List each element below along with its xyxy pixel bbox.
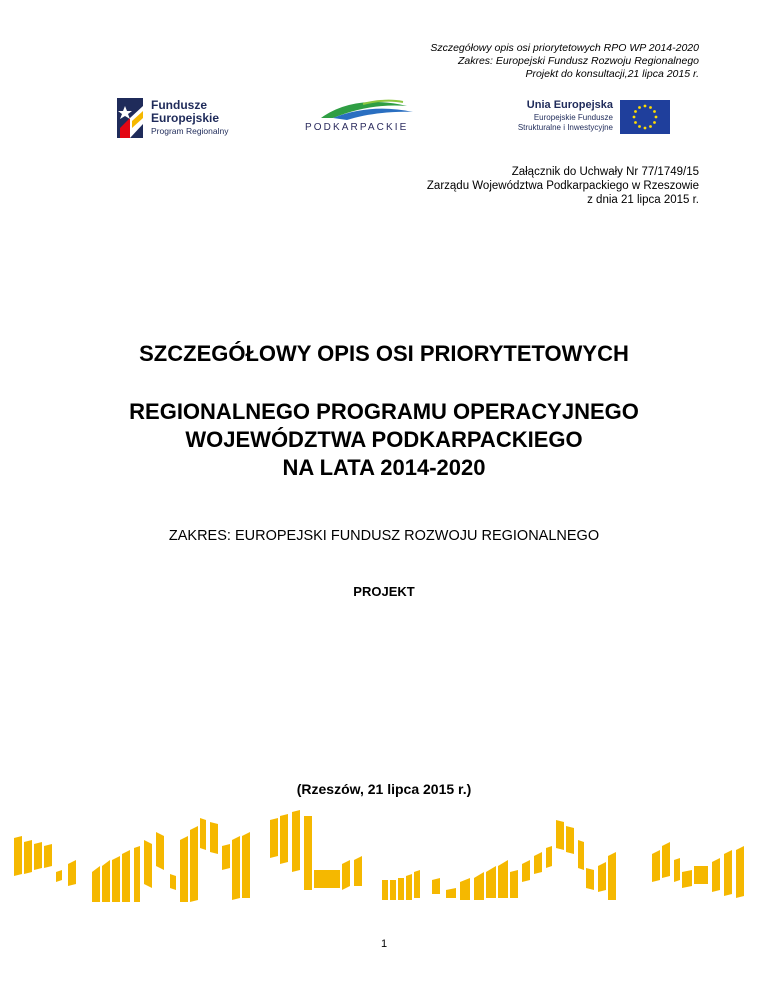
- ue-logo-subtitle: [518, 113, 613, 133]
- place-date: (Rzeszów, 21 lipca 2015 r.): [296, 781, 472, 797]
- podkarpackie-hills-icon: [303, 96, 423, 124]
- attachment-line-3: z dnia 21 lipca 2015 r.: [587, 194, 699, 206]
- ue-logo-line-1: Unia Europejska: [526, 99, 613, 111]
- fundusze-europejskie-logo: [117, 98, 267, 142]
- fundusze-europejskie-icon: [117, 98, 147, 138]
- title-line-3: WOJEWÓDZTWA PODKARPACKIEGO: [185, 427, 583, 452]
- skyline-decoration: [0, 810, 768, 905]
- header-note-line-3: Projekt do konsultacji,21 lipca 2015 r.: [525, 68, 699, 80]
- header-note-line-2: Zakres: Europejski Fundusz Rozwoju Regionalnego: [457, 55, 699, 67]
- title-line-4: NA LATA 2014-2020: [282, 455, 486, 480]
- podkarpackie-logo-text: PODKARPACKIE: [305, 122, 409, 133]
- document-subtitle: [0, 398, 768, 482]
- podkarpackie-logo: [303, 96, 423, 138]
- title-line-1: SZCZEGÓŁOWY OPIS OSI PRIORYTETOWYCH: [139, 341, 629, 366]
- page-number: 1: [380, 938, 388, 950]
- header-note: [430, 42, 699, 81]
- title-line-2: REGIONALNEGO PROGRAMU OPERACYJNEGO: [129, 399, 639, 424]
- fundusze-logo-line-2: Europejskie: [151, 111, 220, 125]
- scope-text: ZAKRES: EUROPEJSKI FUNDUSZ ROZWOJU REGIONALNEGO: [168, 528, 600, 544]
- fundusze-logo-line-1: Fundusze: [151, 98, 207, 112]
- eu-flag-icon: [620, 100, 670, 134]
- status-label: PROJEKT: [353, 584, 415, 599]
- attachment-line-1: Załącznik do Uchwały Nr 77/1749/15: [511, 166, 699, 178]
- ue-logo-line-3: Strukturalne i Inwestycyjne: [517, 123, 613, 132]
- unia-europejska-logo: [500, 98, 670, 138]
- header-note-line-1: Szczegółowy opis osi priorytetowych RPO WP 2014-2020: [430, 42, 699, 54]
- attachment-line-2: Zarządu Województwa Podkarpackiego w Rzeszowie: [426, 180, 699, 192]
- document-title: [0, 340, 768, 368]
- attachment-reference: [427, 165, 699, 207]
- fundusze-logo-line-3: Program Regionalny: [151, 126, 229, 136]
- ue-logo-line-2: Europejskie Fundusze: [533, 113, 613, 122]
